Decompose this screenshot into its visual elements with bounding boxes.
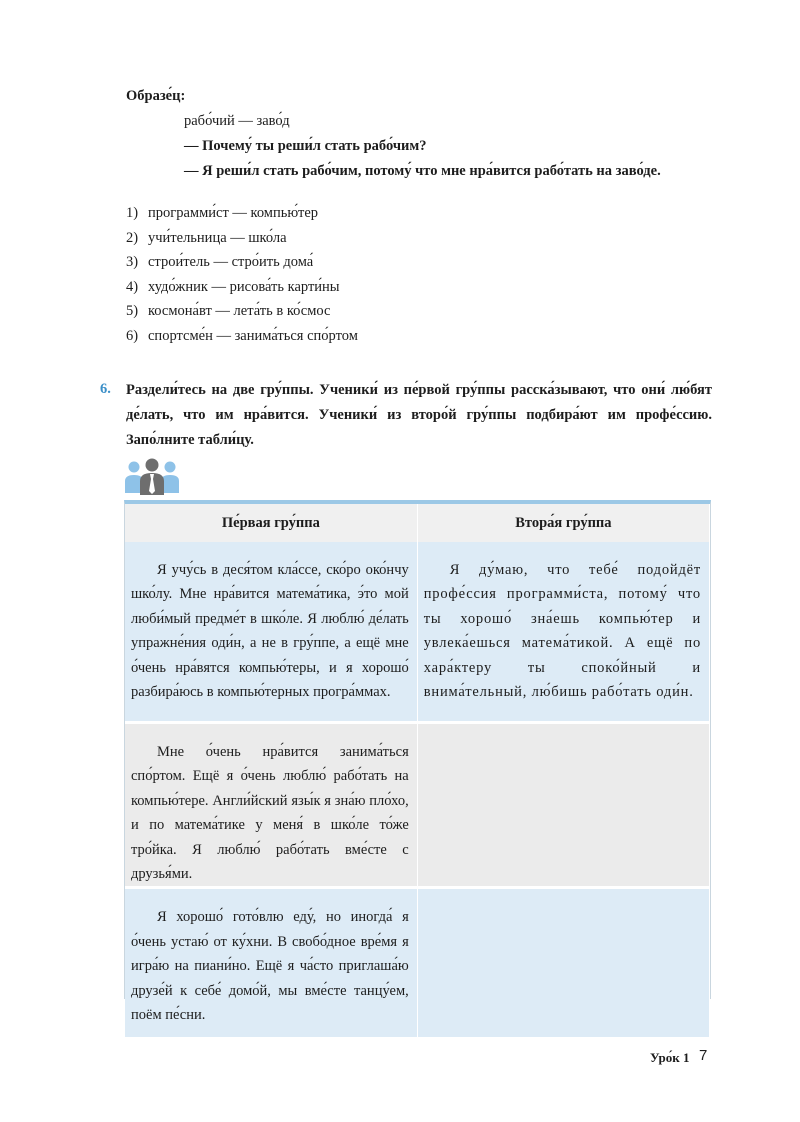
profession-list: [126, 203, 358, 350]
list-item: 6) спортсме́н — занима́ться спо́ртом: [126, 327, 358, 344]
sample-heading: Образе́ц:: [126, 88, 186, 104]
task-number: 6.: [100, 381, 111, 397]
group-of-people-icon: [124, 457, 180, 500]
groups-table: [124, 500, 711, 1024]
sample-pair: рабо́чий — заво́д: [184, 113, 290, 129]
first-group-cell: Я хорошо́ гото́влю еду́, но иногда́ я о́чень устаю́ от ку́хни. В свобо́дное вре́мя я игра́ю на пиани́но. Ещё я ча́сто приглаша́ю друзе́й к себе́ домо́й, мы вме́сте танцу́ем, поём пе́сни.: [125, 888, 417, 1038]
list-item: 3) строи́тель — стро́ить дома́: [126, 254, 314, 270]
list-item: 5) космона́вт — лета́ть в ко́смос: [126, 303, 331, 319]
sample-answer: — Я реши́л стать рабо́чим, потому́ что мне нра́вится рабо́тать на заво́де.: [184, 163, 661, 179]
first-group-cell: Я учу́сь в деся́том кла́ссе, ско́ро око́нчу шко́лу. Мне нра́вится матема́тика, э́то мой люби́мый предме́т в шко́ле. Я люблю́ де́лать упражне́ния оди́н, а не в гру́ппе, а ещё мне о́чень нра́вятся компью́теры, и я хорошо́ разбира́юсь в компью́терных програ́ммах.: [125, 542, 417, 723]
header-second-group: Втора́я гру́ппа: [417, 504, 709, 542]
table-row: [125, 888, 710, 1038]
sample-question: — Почему́ ты реши́л стать рабо́чим?: [184, 138, 427, 154]
list-item: 4) худо́жник — рисова́ть карти́ны: [126, 278, 340, 295]
table-row: [125, 542, 710, 723]
second-group-cell-empty[interactable]: [417, 888, 709, 1038]
table-row: [125, 723, 710, 888]
first-group-cell: Мне о́чень нра́вится занима́ться спо́ртом. Ещё я о́чень люблю́ рабо́тать на компью́тере. Англи́йский язы́к я зна́ю пло́хо, и по матема́тике у меня́ в шко́ле то́же тро́йка. Я люблю́ рабо́тать вме́сте с друзья́ми.: [125, 723, 417, 888]
second-group-cell-empty[interactable]: [417, 723, 709, 888]
task-instructions: Раздели́тесь на две гру́ппы. Ученики́ из пе́рвой гру́ппы расска́зывают, что они́ лю́бят де́лать, что им нра́вится. Ученики́ из второ́й гру́ппы подбира́ют им профе́ссию. Запо́лните табли́цу.: [126, 382, 712, 448]
page-number: 7: [699, 1047, 708, 1064]
list-item: 1) программи́ст — компью́тер: [126, 205, 319, 221]
list-item: 2) учи́тельница — шко́ла: [126, 229, 287, 246]
header-first-group: Пе́рвая гру́ппа: [125, 504, 417, 542]
lesson-label: Уро́к 1: [650, 1050, 690, 1065]
second-group-cell: Я ду́маю, что тебе́ подойдёт профе́ссия программи́ста, потому́ что ты хорошо́ зна́ешь компью́тер и увлека́ешься матема́тикой. А ещё по хара́ктеру ты споко́йный и внима́тельный, лю́бишь рабо́тать оди́н.: [417, 542, 709, 723]
